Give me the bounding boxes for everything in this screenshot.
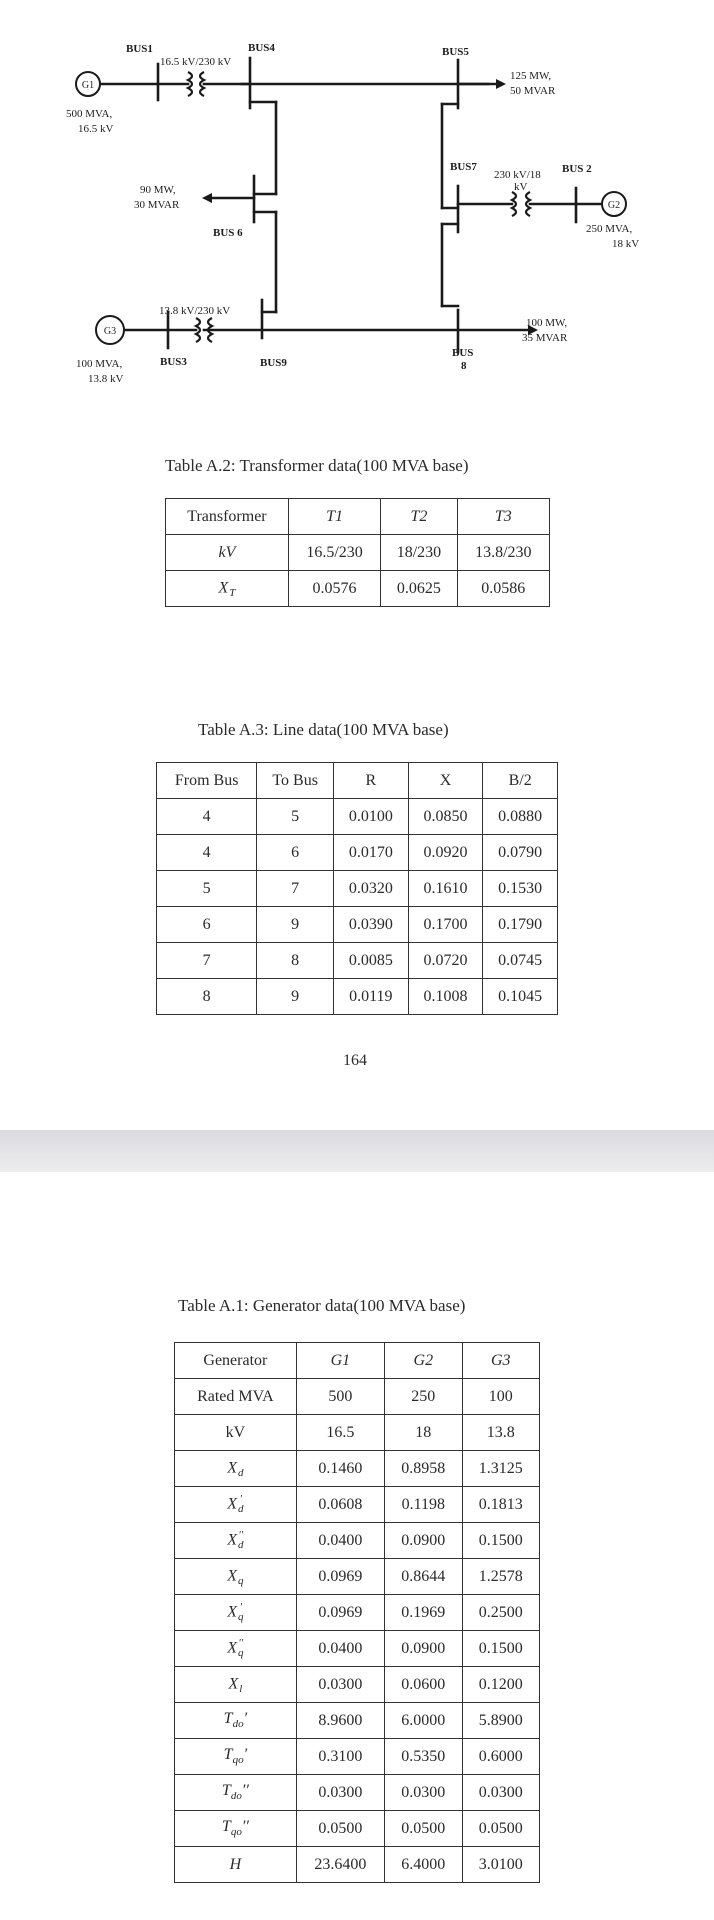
table-cell: 0.5350 (385, 1739, 462, 1775)
table-cell-symbol: H (175, 1847, 297, 1883)
table-cell: 0.8958 (385, 1451, 462, 1487)
bus2-label: BUS 2 (562, 163, 592, 175)
table-cell-symbol: Rated MVA (175, 1379, 297, 1415)
table-header-row (175, 1343, 540, 1379)
table-cell: 0.0300 (296, 1775, 384, 1811)
table-cell: 0.0300 (385, 1775, 462, 1811)
table-cell: 0.0608 (296, 1487, 384, 1523)
table-cell: 0.3100 (296, 1739, 384, 1775)
table-cell: 18/230 (381, 535, 457, 571)
table-row (157, 979, 558, 1015)
table-cell: 0.1460 (296, 1451, 384, 1487)
table-cell: 0.1790 (483, 907, 558, 943)
table-cell-symbol: X ′′ q (175, 1631, 297, 1667)
table-cell: 9 (257, 979, 334, 1015)
table-cell: 7 (157, 943, 257, 979)
load5-mvar: 50 MVAR (510, 85, 556, 97)
table-row (175, 1631, 540, 1667)
table-cell: 0.0500 (296, 1811, 384, 1847)
g2-rating-mva: 250 MVA, (586, 223, 633, 235)
table-cell: 0.0900 (385, 1523, 462, 1559)
table-cell-symbol: $T_{do}''$ (175, 1775, 297, 1811)
table-header-row (157, 763, 558, 799)
table-cell-symbol: X ′ q (175, 1595, 297, 1631)
table-row (175, 1595, 540, 1631)
table-cell: 0.0100 (334, 799, 409, 835)
table-cell: 0.0400 (296, 1523, 384, 1559)
generator-g2-label: G2 (607, 200, 621, 211)
table-cell: 0.0586 (457, 571, 549, 607)
table-cell: 0.0320 (334, 871, 409, 907)
table-cell: 5 (157, 871, 257, 907)
transformer-data-table (165, 498, 550, 607)
table-cell: 0.0300 (296, 1667, 384, 1703)
table-cell: 0.1500 (462, 1631, 539, 1667)
table-row (175, 1703, 540, 1739)
table-cell: 6 (157, 907, 257, 943)
bus4-label: BUS4 (248, 42, 275, 54)
table-header-cell: B/2 (483, 763, 558, 799)
table-cell: 0.0500 (385, 1811, 462, 1847)
table-cell: 13.8 (462, 1415, 539, 1451)
table-cell: 7 (257, 871, 334, 907)
table-cell-symbol: X d (175, 1451, 297, 1487)
table-cell: 6 (257, 835, 334, 871)
table-cell: 0.1813 (462, 1487, 539, 1523)
table-cell: 0.2500 (462, 1595, 539, 1631)
table-row (175, 1415, 540, 1451)
table-cell: 0.6000 (462, 1739, 539, 1775)
table-cell: 13.8/230 (457, 535, 549, 571)
table-cell: 0.0920 (408, 835, 483, 871)
table-cell: 18 (385, 1415, 462, 1451)
table-cell-symbol: $T_{qo}'$ (175, 1739, 297, 1775)
table-a3-caption: Table A.3: Line data(100 MVA base) (198, 720, 449, 739)
table-header-cell: G2 (385, 1343, 462, 1379)
transformer-t2-icon (512, 192, 530, 216)
table-cell: 3.0100 (462, 1847, 539, 1883)
table-cell: 100 (462, 1379, 539, 1415)
table-cell: 0.0400 (296, 1631, 384, 1667)
table-cell: 0.0600 (385, 1667, 462, 1703)
table-cell: 0.1198 (385, 1487, 462, 1523)
g1-rating-mva: 500 MVA, (66, 108, 113, 120)
table-cell: 0.0300 (462, 1775, 539, 1811)
table-a1-caption: Table A.1: Generator data(100 MVA base) (178, 1296, 466, 1315)
table-cell-symbol: X l (175, 1667, 297, 1703)
line-data-table (156, 762, 558, 1015)
load6-mw: 90 MW, (140, 184, 176, 196)
table-cell: 0.0625 (381, 571, 457, 607)
load8-mw: 100 MW, (526, 317, 568, 329)
table-header-cell: R (334, 763, 409, 799)
table-cell: 1.2578 (462, 1559, 539, 1595)
table-row (157, 799, 558, 835)
g3-rating-kv: 13.8 kV (88, 373, 124, 385)
table-header-cell: X (408, 763, 483, 799)
table-cell: 6.0000 (385, 1703, 462, 1739)
table-cell: 0.0085 (334, 943, 409, 979)
table-cell: 23.6400 (296, 1847, 384, 1883)
bus1-label: BUS1 (126, 43, 153, 55)
bus9-label: BUS9 (260, 357, 287, 369)
power-system-diagram (0, 0, 714, 400)
page-number: 164 (343, 1052, 367, 1069)
table-row (157, 835, 558, 871)
table-cell: 0.0969 (296, 1595, 384, 1631)
table-cell-symbol: X ′′ d (175, 1523, 297, 1559)
table-cell: 5 (257, 799, 334, 835)
table-a2-caption: Table A.2: Transformer data(100 MVA base) (165, 456, 469, 475)
table-cell: 5.8900 (462, 1703, 539, 1739)
table-header-cell: G1 (296, 1343, 384, 1379)
bus8-label-line1: BUS (452, 347, 474, 359)
table-cell: 250 (385, 1379, 462, 1415)
table-row (175, 1523, 540, 1559)
table-row (166, 499, 550, 535)
g2-rating-kv: 18 kV (612, 238, 640, 250)
load-arrow-bus5 (496, 79, 506, 89)
table-row (175, 1775, 540, 1811)
table-cell: 500 (296, 1379, 384, 1415)
table-cell-symbol: X q (175, 1559, 297, 1595)
table-cell: 0.0790 (483, 835, 558, 871)
transformer-t1-icon (188, 72, 204, 96)
table-row (157, 871, 558, 907)
table-cell: T3 (457, 499, 549, 535)
table-cell: 0.1700 (408, 907, 483, 943)
table-cell: 16.5/230 (288, 535, 380, 571)
table-header-cell: To Bus (257, 763, 334, 799)
bus7-label: BUS7 (450, 161, 477, 173)
generator-g1-label: G1 (81, 80, 95, 91)
transformer-t3-label: 13.8 kV/230 kV (159, 305, 231, 317)
table-row (175, 1811, 540, 1847)
table-row (175, 1379, 540, 1415)
table-row (166, 571, 550, 607)
table-row (175, 1487, 540, 1523)
table-cell-symbol: X ′ d (175, 1487, 297, 1523)
table-cell-symbol: $T_{do}'$ (175, 1703, 297, 1739)
table-row (175, 1559, 540, 1595)
table-cell: 0.0969 (296, 1559, 384, 1595)
table-cell: T2 (381, 499, 457, 535)
table-cell: 0.1045 (483, 979, 558, 1015)
table-cell: 0.1008 (408, 979, 483, 1015)
g3-rating-mva: 100 MVA, (76, 358, 123, 370)
table-cell: kV (166, 535, 289, 571)
page-separator (0, 1130, 714, 1172)
table-row (175, 1847, 540, 1883)
table-cell: 0.1610 (408, 871, 483, 907)
g1-rating-kv: 16.5 kV (78, 123, 114, 135)
table-header-cell: G3 (462, 1343, 539, 1379)
table-row (175, 1451, 540, 1487)
table-row (166, 535, 550, 571)
table-cell: 0.0900 (385, 1631, 462, 1667)
table-cell: 0.0576 (288, 571, 380, 607)
load6-mvar: 30 MVAR (134, 199, 180, 211)
bus3-label: BUS3 (160, 356, 187, 368)
table-cell: 0.0170 (334, 835, 409, 871)
bus8-label-line2: 8 (461, 360, 467, 372)
table-row (157, 943, 558, 979)
table-cell: 0.8644 (385, 1559, 462, 1595)
table-cell-symbol: X T (166, 571, 289, 607)
table-cell: 4 (157, 835, 257, 871)
load-arrow-bus6 (202, 193, 212, 203)
table-cell: 6.4000 (385, 1847, 462, 1883)
table-cell: 4 (157, 799, 257, 835)
table-cell: 0.0850 (408, 799, 483, 835)
transformer-t2-kv-label: kV (514, 181, 528, 193)
table-cell: 0.0720 (408, 943, 483, 979)
load8-mvar: 35 MVAR (522, 332, 568, 344)
table-cell: 9 (257, 907, 334, 943)
bus5-label: BUS5 (442, 46, 469, 58)
table-cell-symbol: kV (175, 1415, 297, 1451)
generator-data-table (174, 1342, 540, 1883)
table-cell: 0.0119 (334, 979, 409, 1015)
table-cell: 0.0390 (334, 907, 409, 943)
table-header-cell: Generator (175, 1343, 297, 1379)
table-cell: 0.1500 (462, 1523, 539, 1559)
table-cell: Transformer (166, 499, 289, 535)
table-header-cell: From Bus (157, 763, 257, 799)
bus6-label: BUS 6 (213, 227, 243, 239)
table-cell: 0.1969 (385, 1595, 462, 1631)
transformer-t2-label: 230 kV/18 (494, 169, 541, 181)
table-cell: 0.0745 (483, 943, 558, 979)
table-row (157, 907, 558, 943)
table-cell: 0.0880 (483, 799, 558, 835)
table-cell: 0.0500 (462, 1811, 539, 1847)
generator-g3-label: G3 (103, 326, 117, 337)
document-page-2 (0, 1172, 714, 1920)
table-cell: T1 (288, 499, 380, 535)
table-cell: 16.5 (296, 1415, 384, 1451)
table-cell: 8 (157, 979, 257, 1015)
load5-mw: 125 MW, (510, 70, 552, 82)
table-cell: 0.1200 (462, 1667, 539, 1703)
table-row (175, 1667, 540, 1703)
table-cell: 8 (257, 943, 334, 979)
table-cell: 8.9600 (296, 1703, 384, 1739)
transformer-t1-label: 16.5 kV/230 kV (160, 56, 232, 68)
table-cell-symbol: $T_{qo}''$ (175, 1811, 297, 1847)
table-row (175, 1739, 540, 1775)
table-cell: 0.1530 (483, 871, 558, 907)
table-cell: 1.3125 (462, 1451, 539, 1487)
